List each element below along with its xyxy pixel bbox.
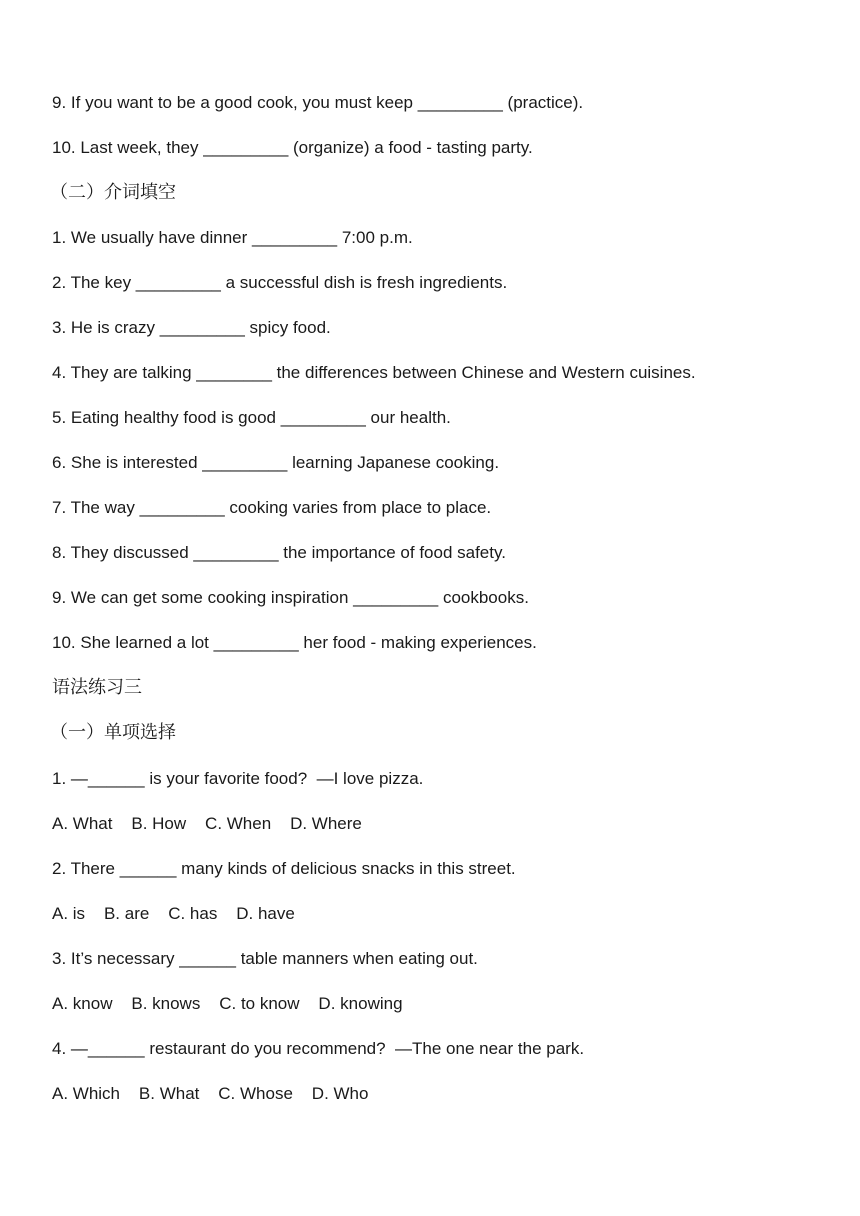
options-line: A. What B. How C. When D. Where xyxy=(52,814,362,833)
question-line: 1. —______ is your favorite food? —I love pizza. xyxy=(52,769,424,788)
options-line: A. know B. knows C. to know D. knowing xyxy=(52,994,403,1013)
exercise-line: 10. Last week, they _________ (organize) a food - tasting party. xyxy=(52,138,533,157)
exercise-line: 1. We usually have dinner _________ 7:00 p.m. xyxy=(52,228,413,247)
exercise-line: 10. She learned a lot _________ her food - making experiences. xyxy=(52,633,537,652)
exercise-line: 3. He is crazy _________ spicy food. xyxy=(52,318,331,337)
exercise-line: 8. They discussed _________ the importance of food safety. xyxy=(52,543,506,562)
exercise-line: 9. If you want to be a good cook, you must keep _________ (practice). xyxy=(52,93,584,112)
question-line: 2. There ______ many kinds of delicious snacks in this street. xyxy=(52,859,516,878)
options-line: A. Which B. What C. Whose D. Who xyxy=(52,1084,369,1103)
exercise-line: 6. She is interested _________ learning Japanese cooking. xyxy=(52,453,500,472)
question-line: 3. It’s necessary ______ table manners when eating out. xyxy=(52,949,478,968)
options-line: A. is B. are C. has D. have xyxy=(52,904,295,923)
exercise-line: 2. The key _________ a successful dish is fresh ingredients. xyxy=(52,273,508,292)
question-line: 4. —______ restaurant do you recommend? —The one near the park. xyxy=(52,1039,585,1058)
exercise-line: 4. They are talking ________ the differences between Chinese and Western cuisines. xyxy=(52,363,696,382)
exercise-line: 7. The way _________ cooking varies from place to place. xyxy=(52,498,492,517)
section-heading: （一）单项选择 xyxy=(50,722,176,743)
exercise-line: 9. We can get some cooking inspiration _________ cookbooks. xyxy=(52,588,529,607)
section-title: 语法练习三 xyxy=(52,677,142,698)
exercise-line: 5. Eating healthy food is good _________ our health. xyxy=(52,408,451,427)
section-heading: （二）介词填空 xyxy=(50,182,176,203)
